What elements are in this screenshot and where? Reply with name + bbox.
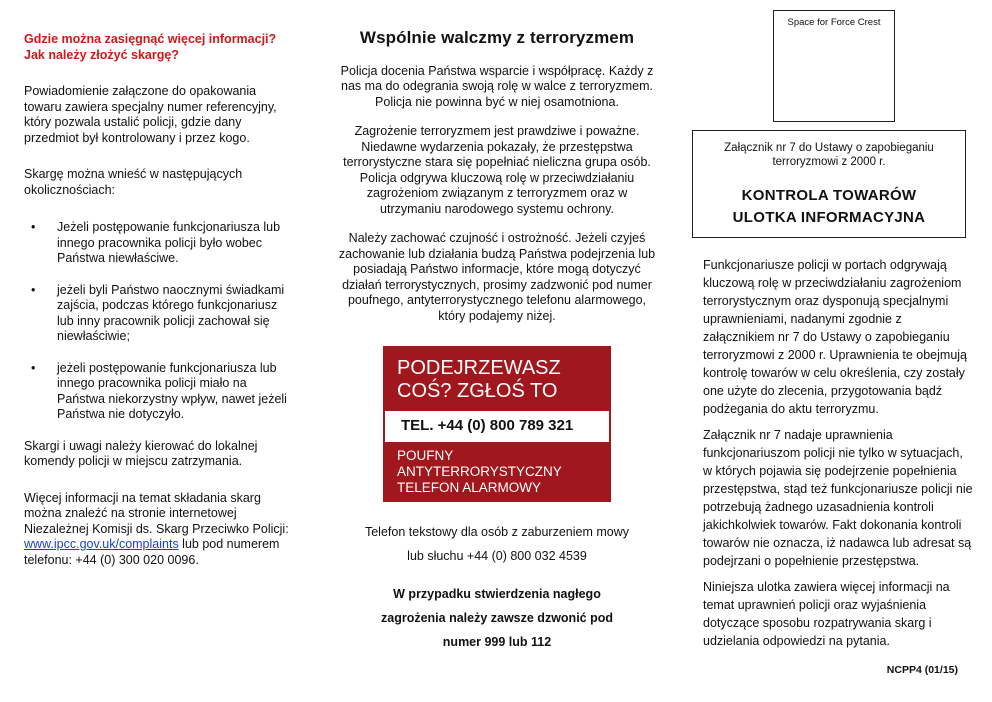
emergency-line-3: numer 999 lub 112 bbox=[442, 634, 552, 649]
list-item bbox=[24, 220, 296, 267]
middle-column bbox=[338, 0, 656, 654]
hotline-slogan bbox=[385, 348, 609, 411]
bullet-text: jeżeli postępowanie funkcjonariusza lub innego pracownika policji miało na Państwa niekorzystny wpływ, nawet jeżeli Państwa nie dotyczyło. bbox=[57, 360, 287, 421]
ipcc-paragraph bbox=[24, 491, 296, 569]
emergency-line-2: zagrożenia należy zawsze dzwonić pod bbox=[381, 610, 613, 625]
emergency-line-1: W przypadku stwierdzenia nagłego bbox=[393, 586, 601, 601]
slogan-line-2: COŚ? ZGŁOŚ TO bbox=[397, 380, 558, 402]
leaflet-title-line-1: KONTROLA TOWARÓW bbox=[741, 187, 917, 204]
hotline-box bbox=[383, 346, 611, 502]
emergency-info bbox=[338, 582, 656, 654]
reference-paragraph: Powiadomienie załączone do opakowania towaru zawiera specjalny numer referencyjny, który pozwala ustalić policji, gdzie dany przedmiot był kontrolowany i przez kogo. bbox=[24, 84, 277, 145]
leaflet-title bbox=[693, 185, 965, 229]
leaflet-purpose-paragraph: Niniejsza ulotka zawiera więcej informacji na temat uprawnień policji oraz wyjaśnienia dotyczące sposobu rozpatrywania skarg i udzielania odpowiedzi na pytania. bbox=[703, 580, 950, 648]
ipcc-text-before: Więcej informacji na temat składania skarg można znaleźć na stronie internetowej Niezależnej Komisji ds. Skarg Przeciwko Policji: bbox=[24, 490, 289, 536]
threat-paragraph: Zagrożenie terroryzmem jest prawdziwe i poważne. Niedawne wydarzenia pokazały, że przestępstwa terrorystyczne stara się popełniać nieliczna grupa osób. Policja odgrywa kluczową rolę w przeciwdziałaniu zagrożeniom związanym z terroryzmem oraz w utrzymaniu narodowego systemu ochrony. bbox=[343, 124, 651, 216]
textphone-info bbox=[338, 520, 656, 568]
powers-paragraph: Funkcjonariusze policji w portach odgrywają kluczową rolę w przeciwdziałaniu zagrożeniom terrorystycznym oraz dysponują specjalnymi uprawnieniami, nadanymi zgodnie z załącznikiem nr 7 do Ustawy o zapobieganiu terroryzmowi z 2000 r. Uprawnienia te obejmują kontrolę towarów w celu określenia, czy zostały one użyte do zlecenia, przygotowania bądź podżegania do aktu terroryzmu. bbox=[703, 258, 968, 416]
local-station-paragraph: Skargi i uwagi należy kierować do lokalnej komendy policji w miejscu zatrzymania. bbox=[24, 438, 258, 468]
bullet-text: Jeżeli postępowanie funkcjonariusza lub innego pracownika policji było wobec Państwa niewłaściwe. bbox=[57, 220, 281, 265]
bullet-icon: • bbox=[31, 360, 36, 375]
fight-terrorism-heading: Wspólnie walczmy z terroryzmem bbox=[359, 28, 635, 47]
force-crest-placeholder: Space for Force Crest bbox=[773, 10, 895, 122]
textphone-line-1: Telefon tekstowy dla osób z zaburzeniem mowy bbox=[364, 524, 629, 539]
right-body-text bbox=[703, 256, 975, 650]
circumstances-paragraph: Skargę można wnieść w następujących okolicznościach: bbox=[24, 167, 243, 197]
hotline-desc-line-2: ANTYTERRORYSTYCZNY bbox=[397, 463, 562, 479]
annex-reference bbox=[693, 141, 965, 169]
vigilance-paragraph: Należy zachować czujność i ostrożność. Jeżeli czyjeś zachowanie lub działania budzą Państwa podejrzenia lub posiadają Państwo informacje, które mogą dotyczyć działań terrorystycznych, prosimy zadzwonić pod numer poufnego, antyterrorystycznego telefonu alarmowego, który podajemy niżej. bbox=[338, 231, 656, 323]
left-column bbox=[24, 0, 296, 568]
hotline-desc-line-1: POUFNY bbox=[397, 447, 454, 463]
bullet-text: jeżeli byli Państwo naocznymi świadkami zajścia, podczas którego funkcjonariusz lub inny pracownik policji zachował się niewłaściwie; bbox=[57, 282, 285, 343]
schedule7-paragraph: Załącznik nr 7 nadaje uprawnienia funkcjonariuszom policji nie tylko w sytuacjach, w których pojawia się podejrzenie popełnienia przestępstwa, stąd też funkcjonariusze policji nie potrzebują żadnego uzasadnienia kontroli jakichkolwiek towarów. Fakt dokonania kontroli towarów nie oznacza, iż nadawca lub adresat są podejrzani o popełnienie przestępstwa. bbox=[703, 428, 973, 568]
support-paragraph: Policja docenia Państwa wsparcie i współpracę. Każdy z nas ma do odegrania swoją rolę w walce z terroryzmem. Policja nie powinna być w niej osamotniona. bbox=[340, 63, 654, 109]
slogan-line-1: PODEJRZEWASZ bbox=[397, 357, 561, 379]
title-box bbox=[692, 130, 966, 238]
complaint-bullet-list bbox=[24, 220, 296, 423]
document-code: NCPP4 (01/15) bbox=[886, 664, 958, 676]
hotline-phone-number: TEL. +44 (0) 800 789 321 bbox=[385, 411, 609, 442]
ipcc-text-after: lub pod numerem telefonu: +44 (0) 300 020 0096. bbox=[24, 537, 280, 567]
hotline-description bbox=[385, 442, 609, 500]
leaflet-title-line-2: ULOTKA INFORMACYJNA bbox=[732, 209, 926, 226]
textphone-line-2: lub słuchu +44 (0) 800 032 4539 bbox=[407, 548, 587, 563]
hotline-desc-line-3: TELEFON ALARMOWY bbox=[397, 479, 542, 495]
bullet-icon: • bbox=[31, 282, 36, 297]
annex-line-2: terroryzmowi z 2000 r. bbox=[772, 156, 886, 168]
annex-line-1: Załącznik nr 7 do Ustawy o zapobieganiu bbox=[724, 142, 934, 154]
complaints-heading: Gdzie można zasięgnąć więcej informacji? Jak należy złożyć skargę? bbox=[24, 32, 277, 62]
list-item bbox=[24, 283, 296, 345]
list-item bbox=[24, 361, 296, 423]
ipcc-complaints-link[interactable]: www.ipcc.gov.uk/complaints bbox=[24, 537, 179, 551]
bullet-icon: • bbox=[31, 220, 36, 234]
